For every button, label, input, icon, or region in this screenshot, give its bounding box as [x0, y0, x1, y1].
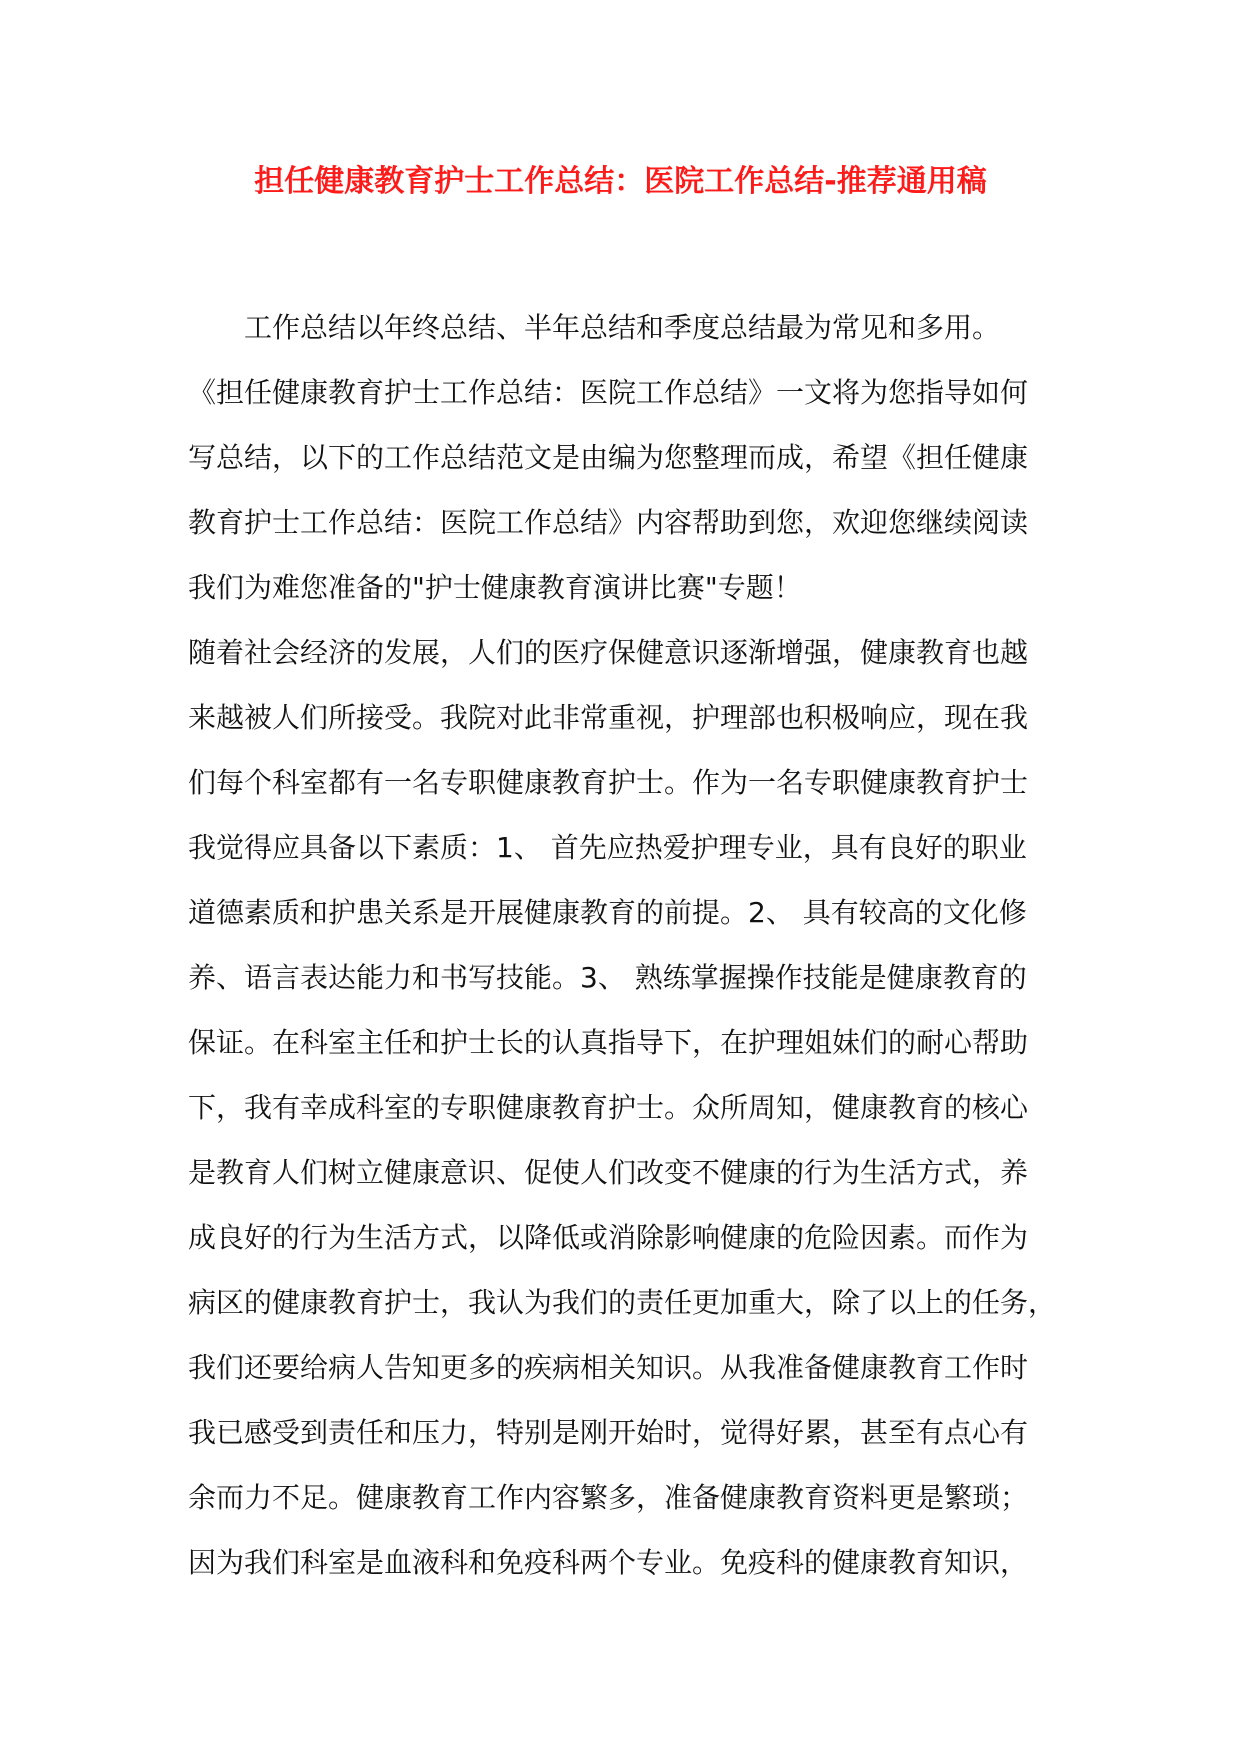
paragraph-line: 是教育人们树立健康意识、促使人们改变不健康的行为生活方式，养 — [188, 1156, 1029, 1189]
paragraph-line: 因为我们科室是血液科和免疫科两个专业。免疫科的健康教育知识， — [188, 1546, 1029, 1579]
document-title: 担任健康教育护士工作总结：医院工作总结-推荐通用稿 — [254, 164, 987, 199]
paragraph-line: 道德素质和护患关系是开展健康教育的前提。2、 具有较高的文化修 — [188, 896, 1027, 929]
paragraph-line: 成良好的行为生活方式，以降低或消除影响健康的危险因素。而作为 — [188, 1221, 1029, 1254]
paragraph-line: 来越被人们所接受。我院对此非常重视，护理部也积极响应，现在我 — [188, 701, 1029, 734]
paragraph-line: 我们为难您准备的"护士健康教育演讲比赛"专题！ — [188, 571, 802, 604]
paragraph-line: 《担任健康教育护士工作总结：医院工作总结》一文将为您指导如何 — [188, 376, 1029, 409]
paragraph-line: 随着社会经济的发展，人们的医疗保健意识逐渐增强，健康教育也越 — [188, 636, 1029, 669]
paragraph-line: 病区的健康教育护士，我认为我们的责任更加重大，除了以上的任务， — [188, 1286, 1057, 1319]
paragraph-line: 写总结，以下的工作总结范文是由编为您整理而成，希望《担任健康 — [188, 441, 1029, 474]
paragraph-line: 们每个科室都有一名专职健康教育护士。作为一名专职健康教育护士 — [188, 766, 1029, 799]
paragraph-line: 教育护士工作总结：医院工作总结》内容帮助到您，欢迎您继续阅读 — [188, 506, 1029, 539]
paragraph-line: 余而力不足。健康教育工作内容繁多，准备健康教育资料更是繁琐； — [188, 1481, 1029, 1514]
paragraph-line: 工作总结以年终总结、半年总结和季度总结最为常见和多用。 — [244, 311, 1001, 344]
paragraph-line: 我们还要给病人告知更多的疾病相关知识。从我准备健康教育工作时 — [188, 1351, 1029, 1384]
paragraph-line: 我觉得应具备以下素质：1、 首先应热爱护理专业，具有良好的职业 — [188, 831, 1027, 864]
paragraph-line: 我已感受到责任和压力，特别是刚开始时，觉得好累，甚至有点心有 — [188, 1416, 1029, 1449]
document-body — [188, 295, 1088, 1595]
paragraph-line: 保证。在科室主任和护士长的认真指导下，在护理姐妹们的耐心帮助 — [188, 1026, 1029, 1059]
paragraph-line: 养、语言表达能力和书写技能。3、 熟练掌握操作技能是健康教育的 — [188, 961, 1027, 994]
paragraph-line: 下，我有幸成科室的专职健康教育护士。众所周知，健康教育的核心 — [188, 1091, 1029, 1124]
